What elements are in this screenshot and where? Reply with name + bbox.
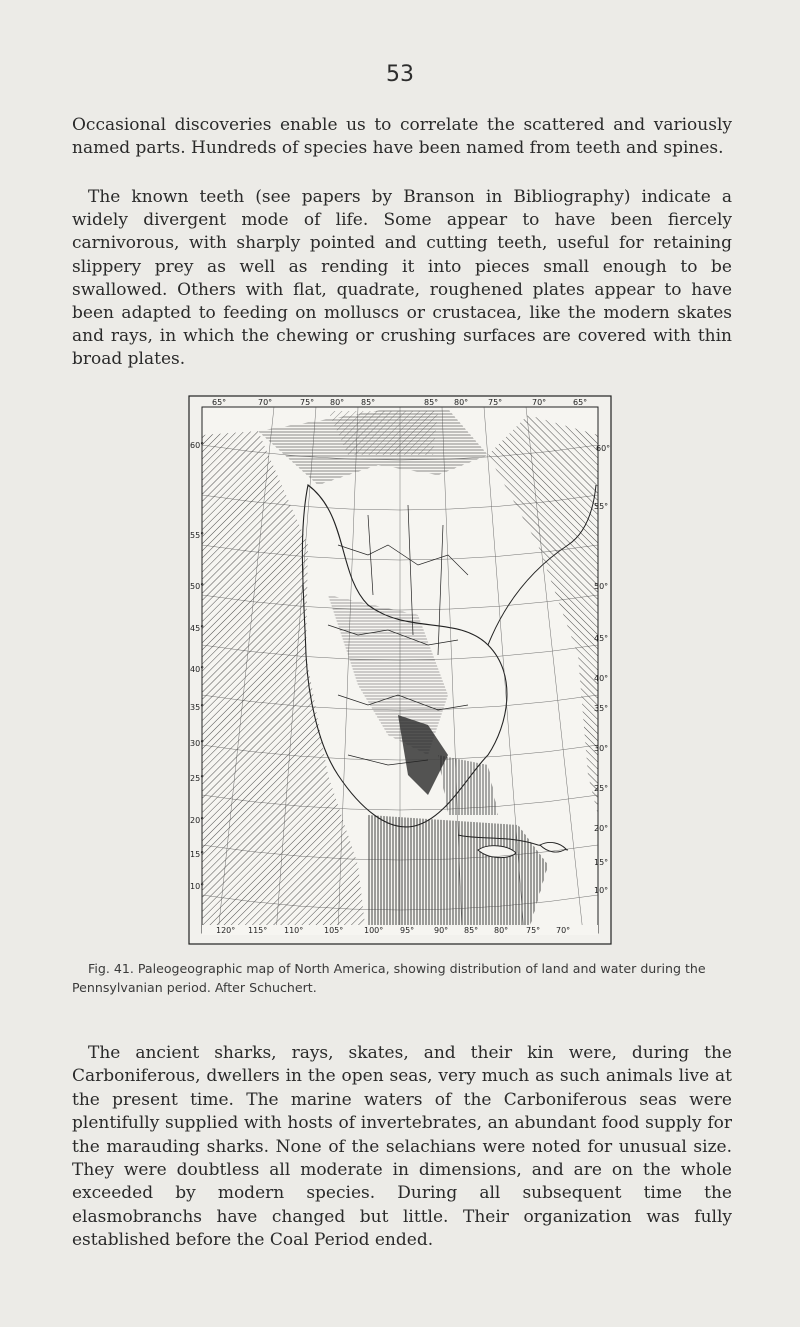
svg-text:100°: 100° <box>364 926 384 935</box>
svg-text:75°: 75° <box>526 926 541 935</box>
paragraph-teeth: The known teeth (see papers by Branson in Bibliography) indicate a widely divergent mode of life. Some appear to have been fiercely carnivorous, with sharply pointed and cutting teeth, useful for retaining slippery prey as well as rending it into pieces small enough to be swallowed. Others with flat, quadrate, roughened plates appear to have been adapted to feeding on molluscs or crustacea, like the modern skates and rays, in which the chewing or crushing surfaces are covered with thin broad plates. <box>72 187 732 370</box>
svg-text:80°: 80° <box>454 398 469 407</box>
svg-text:45°: 45° <box>594 634 609 643</box>
page-number: 53 <box>386 62 414 87</box>
svg-text:75°: 75° <box>300 398 315 407</box>
svg-text:115°: 115° <box>248 926 268 935</box>
paleogeographic-map <box>188 395 612 945</box>
svg-text:50°: 50° <box>594 582 609 591</box>
svg-text:95°: 95° <box>400 926 415 935</box>
svg-text:35°: 35° <box>190 703 205 712</box>
svg-text:25°: 25° <box>594 784 609 793</box>
svg-text:85°: 85° <box>464 926 479 935</box>
svg-text:40°: 40° <box>190 665 205 674</box>
svg-text:15°: 15° <box>190 850 205 859</box>
paleogeographic-map-figure <box>188 395 612 945</box>
svg-text:15°: 15° <box>594 858 609 867</box>
svg-text:60°: 60° <box>190 441 205 450</box>
svg-text:20°: 20° <box>594 824 609 833</box>
svg-text:10°: 10° <box>190 882 205 891</box>
svg-text:75°: 75° <box>488 398 503 407</box>
svg-text:55°: 55° <box>594 502 609 511</box>
svg-text:55°: 55° <box>190 531 205 540</box>
svg-text:110°: 110° <box>284 926 304 935</box>
svg-text:40°: 40° <box>594 674 609 683</box>
svg-text:70°: 70° <box>532 398 547 407</box>
svg-text:10°: 10° <box>594 886 609 895</box>
svg-text:90°: 90° <box>434 926 449 935</box>
svg-text:60°: 60° <box>596 444 611 453</box>
svg-text:105°: 105° <box>324 926 344 935</box>
svg-text:70°: 70° <box>556 926 571 935</box>
svg-text:30°: 30° <box>190 739 205 748</box>
paragraph-discoveries: Occasional discoveries enable us to correlate the scattered and variously named parts. Hundreds of species have been named from teeth and spines. <box>72 115 732 159</box>
svg-text:30°: 30° <box>594 744 609 753</box>
svg-text:85°: 85° <box>361 398 376 407</box>
svg-text:85°: 85° <box>424 398 439 407</box>
svg-text:20°: 20° <box>190 816 205 825</box>
svg-text:45°: 45° <box>190 624 205 633</box>
svg-text:25°: 25° <box>190 774 205 783</box>
svg-text:35°: 35° <box>594 704 609 713</box>
svg-text:80°: 80° <box>330 398 345 407</box>
figure-caption: Fig. 41. Paleogeographic map of North America, showing distribution of land and water during the Pennsylvanian period. After Schuchert. <box>72 961 706 995</box>
svg-text:80°: 80° <box>494 926 509 935</box>
svg-text:65°: 65° <box>573 398 588 407</box>
svg-text:65°: 65° <box>212 398 227 407</box>
svg-text:120°: 120° <box>216 926 236 935</box>
svg-text:50°: 50° <box>190 582 205 591</box>
paragraph-sharks: The ancient sharks, rays, skates, and their kin were, during the Carboniferous, dwellers in the open seas, very much as such animals live at the present time. The marine waters of the Carboniferous seas were plentifully supplied with hosts of invertebrates, an abundant food supply for the marauding sharks. None of the selachians were noted for unusual size. They were doubtless all moderate in dimensions, and are on the whole exceeded by modern species. During all subsequent time the elasmobranchs have changed but little. Their organization was fully established before the Coal Period ended. <box>72 1043 732 1251</box>
svg-text:70°: 70° <box>258 398 273 407</box>
